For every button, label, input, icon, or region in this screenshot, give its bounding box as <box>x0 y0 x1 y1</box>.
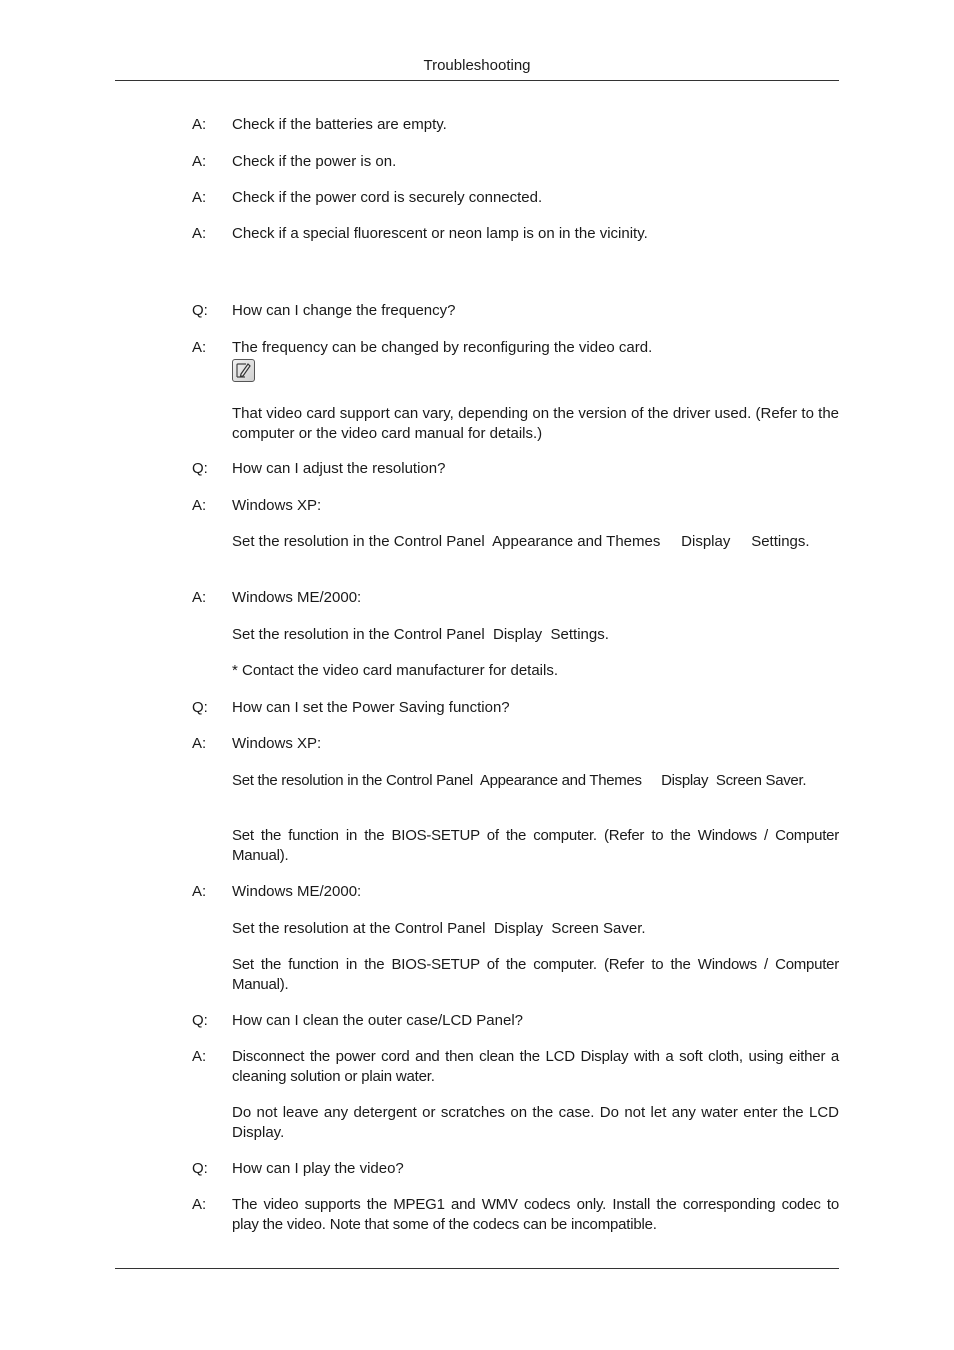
answer-label: A: <box>192 225 207 242</box>
answer-label: A: <box>192 153 207 170</box>
answer-label: A: <box>192 116 207 133</box>
question-text: How can I set the Power Saving function? <box>232 699 510 716</box>
answer-label: A: <box>192 497 207 514</box>
header-divider <box>115 80 839 81</box>
answer-text: Check if the power cord is securely connected. <box>232 189 543 206</box>
answer-label: A: <box>192 339 207 356</box>
answer-text: Check if the power is on. <box>232 153 397 170</box>
question-text: How can I play the video? <box>232 1160 404 1177</box>
footer-divider <box>115 1268 839 1269</box>
answer-label: A: <box>192 883 207 900</box>
answer-detail: Set the resolution in the Control Panel Display Settings. <box>232 626 609 643</box>
question-label: Q: <box>192 699 208 716</box>
answer-label: A: <box>192 1048 207 1065</box>
answer-text: Windows ME/2000: <box>232 589 362 606</box>
answer-text: The video supports the MPEG1 and WMV codecs only. Install the corresponding codec to play the video. Note that some of the codecs can be incompatible. <box>232 1196 839 1233</box>
answer-detail: Set the resolution in the Control Panel Appearance and Themes Display Screen Saver. <box>232 772 807 789</box>
answer-label: A: <box>192 735 207 752</box>
page-title: Troubleshooting <box>423 57 531 74</box>
answer-detail: Set the resolution in the Control Panel Appearance and Themes Display Settings. <box>232 533 810 550</box>
question-text: How can I clean the outer case/LCD Panel? <box>232 1012 523 1029</box>
question-label: Q: <box>192 460 208 477</box>
question-label: Q: <box>192 1160 208 1177</box>
question-label: Q: <box>192 1012 208 1029</box>
answer-text: Disconnect the power cord and then clean the LCD Display with a soft cloth, using either a cleaning solution or plain water. <box>232 1048 839 1085</box>
answer-label: A: <box>192 1196 207 1213</box>
answer-detail: Do not leave any detergent or scratches on the case. Do not let any water enter the LCD Display. <box>232 1104 839 1141</box>
note-icon <box>232 359 255 382</box>
question-text: How can I adjust the resolution? <box>232 460 446 477</box>
answer-text: Check if the batteries are empty. <box>232 116 447 133</box>
answer-label: A: <box>192 589 207 606</box>
answer-text: Windows ME/2000: <box>232 883 362 900</box>
question-text: How can I change the frequency? <box>232 302 456 319</box>
answer-detail: Set the resolution at the Control Panel Display Screen Saver. <box>232 920 646 937</box>
question-label: Q: <box>192 302 208 319</box>
answer-detail: Set the function in the BIOS-SETUP of the computer. (Refer to the Windows / Computer Manual). <box>232 956 839 993</box>
answer-label: A: <box>192 189 207 206</box>
answer-text: Windows XP: <box>232 735 322 752</box>
answer-detail: * Contact the video card manufacturer for details. <box>232 662 559 679</box>
note-text: That video card support can vary, depending on the version of the driver used. (Refer to the computer or the video card manual for details.) <box>232 405 839 442</box>
answer-text: Check if a special fluorescent or neon lamp is on in the vicinity. <box>232 225 648 242</box>
answer-text: The frequency can be changed by reconfiguring the video card. <box>232 339 653 356</box>
answer-text: Windows XP: <box>232 497 322 514</box>
answer-detail: Set the function in the BIOS-SETUP of the computer. (Refer to the Windows / Computer Manual). <box>232 827 839 864</box>
